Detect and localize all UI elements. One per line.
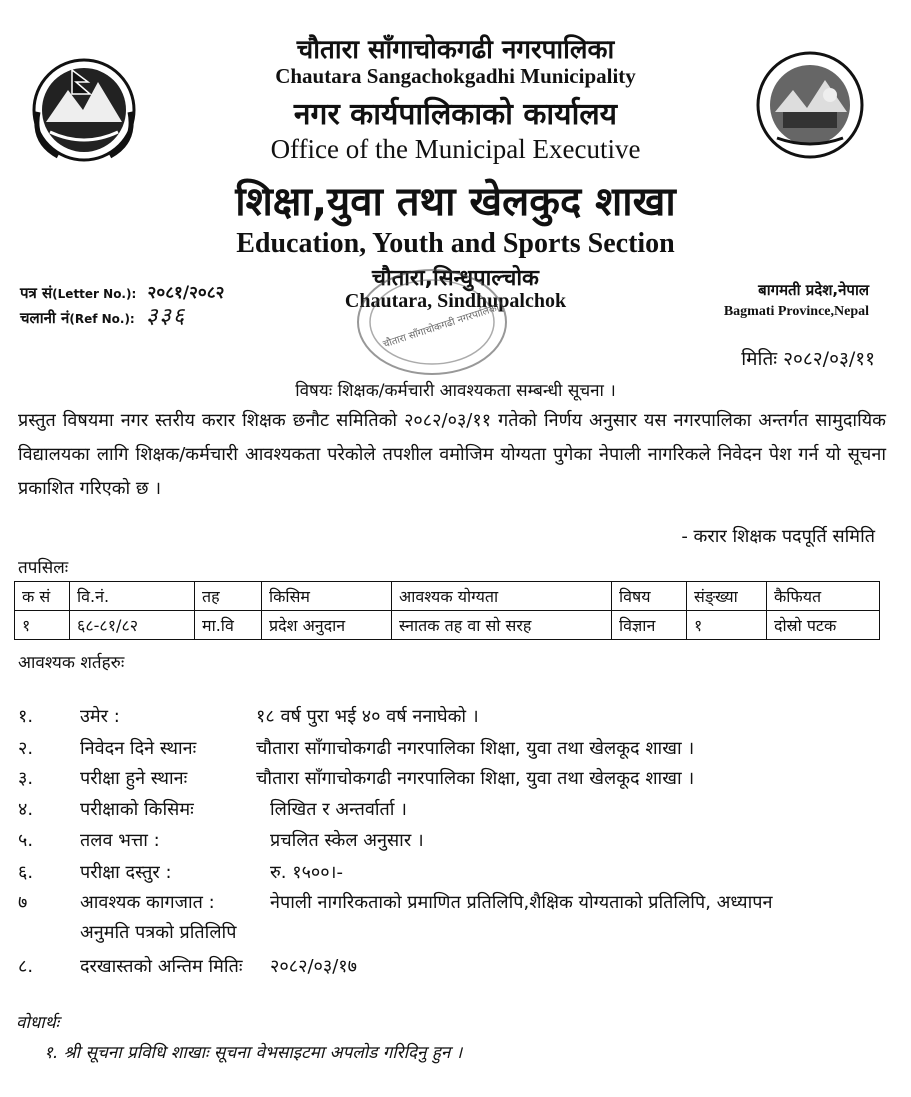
condition-label: आवश्यक कागजात : bbox=[80, 892, 215, 913]
condition-number: ६. bbox=[18, 862, 34, 883]
condition-item bbox=[18, 890, 888, 946]
table-cell: दोस्रो पटक bbox=[767, 611, 880, 640]
province-en: Bagmati Province,Nepal bbox=[723, 304, 869, 319]
place-en: Chautara, Sindhupalchok bbox=[344, 290, 567, 312]
committee-signature: - करार शिक्षक पदपूर्ति समिति bbox=[681, 526, 875, 547]
letter-value: २०८१/२०८२ bbox=[147, 283, 225, 303]
condition-label: परीक्षाको किसिमः bbox=[80, 799, 194, 820]
table-cell: १ bbox=[15, 611, 70, 640]
table-cell: प्रदेश अनुदान bbox=[262, 611, 392, 640]
bodartha-label: वोधार्थः bbox=[16, 1013, 60, 1033]
condition-value: रु. १५००।- bbox=[270, 862, 343, 883]
vacancy-table bbox=[14, 581, 880, 640]
condition-number: ४. bbox=[18, 799, 34, 820]
condition-value: २०८२/०३/१७ bbox=[270, 956, 358, 977]
condition-item bbox=[18, 954, 888, 978]
table-header-row bbox=[15, 582, 880, 611]
details-label: तपसिलः bbox=[18, 558, 69, 578]
letter-label: पत्र सं bbox=[20, 284, 53, 302]
col-header: तह bbox=[195, 582, 262, 611]
condition-item bbox=[18, 797, 888, 821]
condition-number: ५. bbox=[18, 830, 34, 851]
office-name-en: Office of the Municipal Executive bbox=[270, 134, 641, 164]
condition-item bbox=[18, 704, 888, 728]
stamp-text: चौतारा साँगाचोकगढी नगरपालिका bbox=[381, 302, 501, 351]
col-header: संङ्ख्या bbox=[687, 582, 767, 611]
col-header: कैफियत bbox=[767, 582, 880, 611]
notice-body: प्रस्तुत विषयमा नगर स्तरीय करार शिक्षक छनौट समितिको २०८२/०३/११ गतेको निर्णय अनुसार यस नगरपालिका अन्तर्गत सामुदायिक विद्यालयका लागि शिक्षक/कर्मचारी आवश्यकता परेकोले तपशील वमोजिम योग्यता पुगेका नेपाली नागरिकले निवेदन पेश गर्न यो सूचना प्रकाशित गरिएको छ । bbox=[18, 410, 886, 499]
section-name-en: Education, Youth and Sports Section bbox=[236, 228, 675, 259]
condition-value: नेपाली नागरिकताको प्रमाणित प्रतिलिपि,शैक्षिक योग्यताको प्रतिलिपि, अध्यापन bbox=[270, 892, 773, 913]
condition-value: लिखित र अन्तर्वार्ता । bbox=[270, 799, 408, 820]
condition-item bbox=[18, 860, 888, 884]
office-name-np: नगर कार्यपालिकाको कार्यालय bbox=[293, 97, 618, 132]
condition-label: परीक्षा दस्तुर : bbox=[80, 862, 172, 883]
table-cell: विज्ञान bbox=[612, 611, 687, 640]
condition-label: परीक्षा हुने स्थानः bbox=[80, 768, 188, 789]
condition-item bbox=[18, 766, 888, 790]
table-cell: मा.वि bbox=[195, 611, 262, 640]
condition-number: २. bbox=[18, 738, 34, 759]
condition-number: ७ bbox=[18, 892, 28, 913]
bodartha-item: १. श्री सूचना प्रविधि शाखाः सूचना वेभसाइटमा अपलोड गरिदिनु हुन । bbox=[44, 1043, 463, 1063]
condition-value: १८ वर्ष पुरा भई ४० वर्ष ननाघेको । bbox=[256, 706, 479, 727]
municipality-name-en: Chautara Sangachokgadhi Municipality bbox=[275, 64, 636, 88]
col-header: वि.नं. bbox=[70, 582, 195, 611]
col-header: आवश्यक योग्यता bbox=[392, 582, 612, 611]
col-header: विषय bbox=[612, 582, 687, 611]
condition-number: ३. bbox=[18, 768, 34, 789]
municipality-name-np: चौतारा साँगाचोकगढी नगरपालिका bbox=[296, 35, 615, 65]
table-cell: १ bbox=[687, 611, 767, 640]
ref-label-en: (Ref No.): bbox=[69, 312, 135, 326]
ref-no bbox=[20, 300, 186, 330]
col-header: किसिम bbox=[262, 582, 392, 611]
letter-label-en: (Letter No.): bbox=[52, 287, 137, 301]
province-np: बागमती प्रदेश,नेपाल bbox=[758, 281, 869, 299]
condition-label: उमेर : bbox=[80, 706, 120, 727]
condition-label: निवेदन दिने स्थानः bbox=[80, 738, 197, 759]
condition-value: चौतारा साँगाचोकगढी नगरपालिका शिक्षा, युवा तथा खेलकूद शाखा । bbox=[256, 738, 695, 759]
table-row bbox=[15, 611, 880, 640]
ref-value: ३३६ bbox=[145, 304, 187, 329]
condition-label: दरखास्तको अन्तिम मितिः bbox=[80, 956, 243, 977]
condition-value-cont: अनुमति पत्रको प्रतिलिपि bbox=[80, 922, 237, 943]
condition-value: चौतारा साँगाचोकगढी नगरपालिका शिक्षा, युवा तथा खेलकूद शाखा । bbox=[256, 768, 695, 789]
table-cell: ६८-८१/८२ bbox=[70, 611, 195, 640]
notice-date: मितिः २०८२/०३/११ bbox=[741, 348, 875, 370]
condition-value: प्रचलित स्केल अनुसार । bbox=[270, 830, 424, 851]
col-header: क सं bbox=[15, 582, 70, 611]
section-name-np: शिक्षा,युवा तथा खेलकुद शाखा bbox=[235, 179, 676, 225]
condition-number: १. bbox=[18, 706, 34, 727]
table-cell: स्नातक तह वा सो सरह bbox=[392, 611, 612, 640]
ref-label: चलानी नं bbox=[20, 309, 70, 327]
subject-line: विषयः शिक्षक/कर्मचारी आवश्यकता सम्बन्धी सूचना । bbox=[295, 381, 616, 401]
conditions-label: आवश्यक शर्तहरुः bbox=[18, 653, 125, 673]
condition-label: तलव भत्ता : bbox=[80, 830, 160, 851]
place-np: चौतारा,सिन्धुपाल्चोक bbox=[372, 266, 539, 291]
condition-item bbox=[18, 828, 888, 852]
condition-number: ८. bbox=[18, 956, 34, 977]
condition-item bbox=[18, 736, 888, 760]
